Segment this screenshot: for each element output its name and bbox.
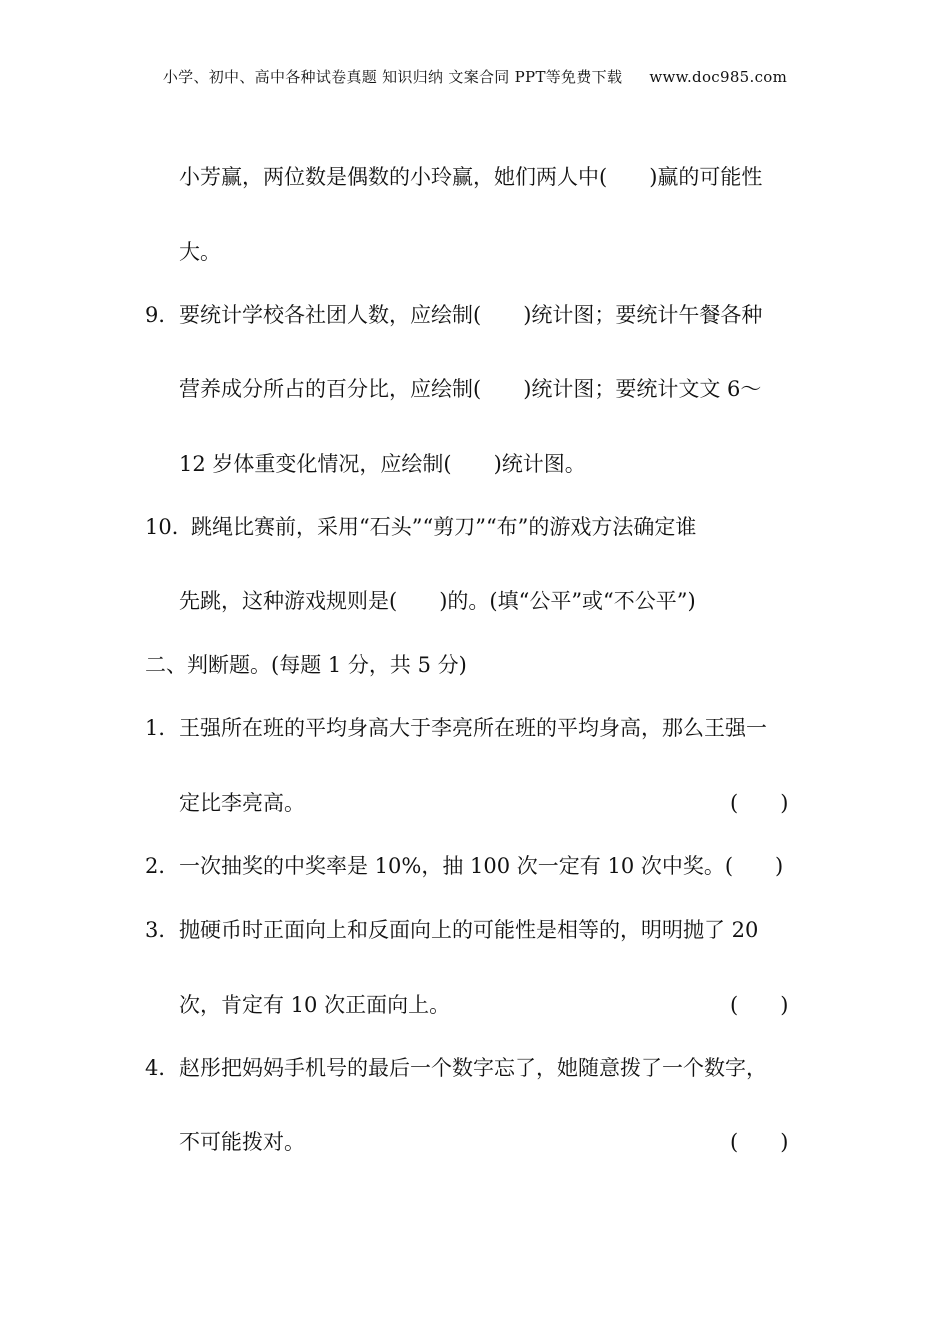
judgment-1-line-1: 王强所在班的平均身高大于李亮所在班的平均身高，那么王强一 (179, 716, 767, 740)
judgment-4-number: 4． (145, 1056, 180, 1080)
judgment-4-answer-box[interactable]: ( ) (730, 1130, 789, 1154)
judgment-1-answer-box[interactable]: ( ) (730, 791, 789, 815)
question-10-line-1: 跳绳比赛前，采用“石头”“剪刀”“布”的游戏方法确定谁 (191, 515, 697, 539)
judgment-2-line-1: 一次抽奖的中奖率是 10%，抽 100 次一定有 10 次中奖。( ) (179, 854, 784, 878)
judgment-2-number: 2． (145, 854, 180, 878)
page-header (0, 66, 950, 87)
question-10-line-2: 先跳，这种游戏规则是( )的。(填“公平”或“不公平”) (179, 589, 696, 613)
judgment-1-line-2: 定比李亮高。 (179, 791, 305, 815)
judgment-1-number: 1． (145, 716, 180, 740)
question-8-continued-line-1: 小芳赢，两位数是偶数的小玲赢，她们两人中( )赢的可能性 (179, 165, 763, 189)
question-9-line-1: 要统计学校各社团人数，应绘制( )统计图；要统计午餐各种 (179, 303, 763, 327)
judgment-3-number: 3． (145, 918, 180, 942)
header-text: 小学、初中、高中各种试卷真题 知识归纳 文案合同 PPT等免费下载 (162, 68, 623, 86)
question-8-continued-line-2: 大。 (179, 240, 221, 264)
judgment-3-line-2: 次，肯定有 10 次正面向上。 (179, 993, 451, 1017)
judgment-3-answer-box[interactable]: ( ) (730, 993, 789, 1017)
question-9-line-2: 营养成分所占的百分比，应绘制( )统计图；要统计文文 6～ (179, 377, 762, 401)
judgment-3-line-1: 抛硬币时正面向上和反面向上的可能性是相等的，明明抛了 20 (179, 918, 759, 942)
question-10-number: 10． (145, 515, 193, 539)
judgment-4-line-1: 赵彤把妈妈手机号的最后一个数字忘了，她随意拨了一个数字， (179, 1056, 767, 1080)
question-9-line-3: 12 岁体重变化情况，应绘制( )统计图。 (179, 452, 586, 476)
header-site: www.doc985.com (649, 68, 788, 86)
section-heading-judgment: 二、判断题。(每题 1 分，共 5 分) (145, 653, 467, 677)
judgment-4-line-2: 不可能拨对。 (179, 1130, 305, 1154)
question-9-number: 9． (145, 303, 180, 327)
